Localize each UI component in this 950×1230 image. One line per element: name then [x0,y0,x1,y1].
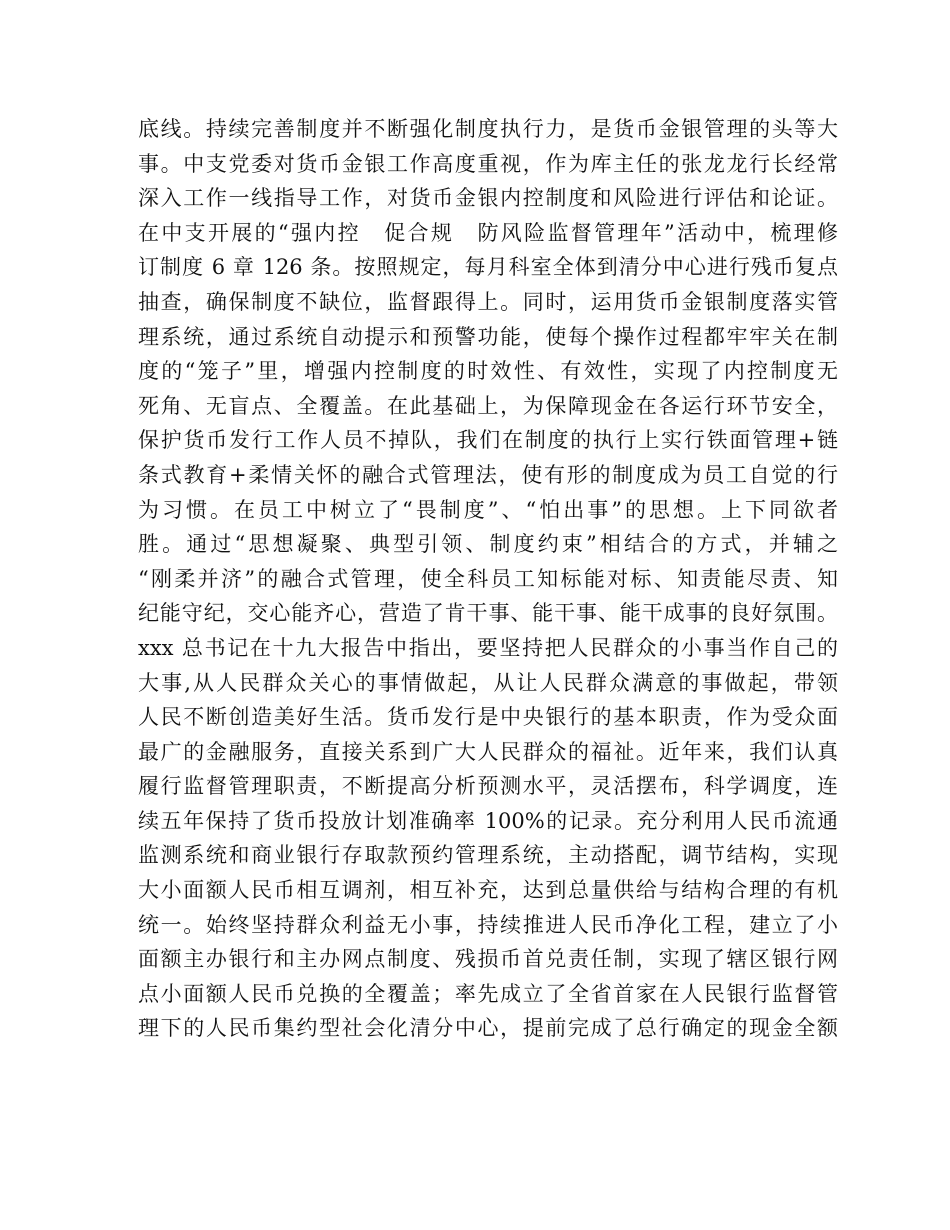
text-line: 大小面额人民币相互调剂，相互补充，达到总量供给与结构合理的有机 [138,878,838,903]
text-line: 条式教育+柔情关怀的融合式管理法，使有形的制度成为员工自觉的行 [138,462,838,487]
text-line: 点小面额人民币兑换的全覆盖；率先成立了全省首家在人民银行监督管 [138,981,838,1006]
text-line: 监测系统和商业银行存取款预约管理系统，主动搭配，调节结构，实现 [138,843,838,868]
text-line: 度的“笼子”里，增强内控制度的时效性、有效性，实现了内控制度无 [138,359,838,384]
text-line: 保护货币发行工作人员不掉队，我们在制度的执行上实行铁面管理+链 [138,428,838,453]
text-line: 底线。持续完善制度并不断强化制度执行力，是货币金银管理的头等大 [138,117,838,141]
text-line: 最广的金融服务，直接关系到广大人民群众的福祉。近年来，我们认真 [138,739,838,764]
text-line: 胜。通过“思想凝聚、典型引领、制度约束”相结合的方式，并辅之 [138,532,838,557]
text-line: 面额主办银行和主办网点制度、残损币首兑责任制，实现了辖区银行网 [138,947,838,972]
body-text [138,112,838,1046]
text-line: 死角、无盲点、全覆盖。在此基础上，为保障现金在各运行环节安全， [138,393,838,418]
text-line: 统一。始终坚持群众利益无小事，持续推进人民币净化工程，建立了小 [138,912,838,937]
text-line: 为习惯。在员工中树立了“畏制度”、“怕出事”的思想。上下同欲者 [138,497,838,522]
text-line: 纪能守纪，交心能齐心，营造了肯干事、能干事、能干成事的良好氛围。 [138,601,838,626]
text-line: 理下的人民币集约型社会化清分中心，提前完成了总行确定的现金全额 [138,1016,838,1041]
text-line: xxx 总书记在十九大报告中指出，要坚持把人民群众的小事当作自己的 [138,635,838,660]
text-line: 抽查，确保制度不缺位，监督跟得上。同时，运用货币金银制度落实管 [138,289,838,314]
text-line: 在中支开展的“强内控 促合规 防风险监督管理年”活动中，梳理修 [138,220,838,245]
text-line: 理系统，通过系统自动提示和预警功能，使每个操作过程都牢牢关在制 [138,324,838,349]
text-line: 大事,从人民群众关心的事情做起，从让人民群众满意的事做起，带领 [138,670,838,695]
text-line: “刚柔并济”的融合式管理，使全科员工知标能对标、知责能尽责、知 [138,566,838,591]
text-line: 深入工作一线指导工作，对货币金银内控制度和风险进行评估和论证。 [138,186,838,211]
text-line: 人民不断创造美好生活。货币发行是中央银行的基本职责，作为受众面 [138,705,838,730]
text-line: 履行监督管理职责，不断提高分析预测水平，灵活摆布，科学调度，连 [138,774,838,799]
text-line: 事。中支党委对货币金银工作高度重视，作为库主任的张龙龙行长经常 [138,151,838,176]
text-line: 续五年保持了货币投放计划准确率 100%的记录。充分利用人民币流通 [138,808,838,833]
text-line: 订制度 6 章 126 条。按照规定，每月科室全体到清分中心进行残币复点 [138,255,838,280]
